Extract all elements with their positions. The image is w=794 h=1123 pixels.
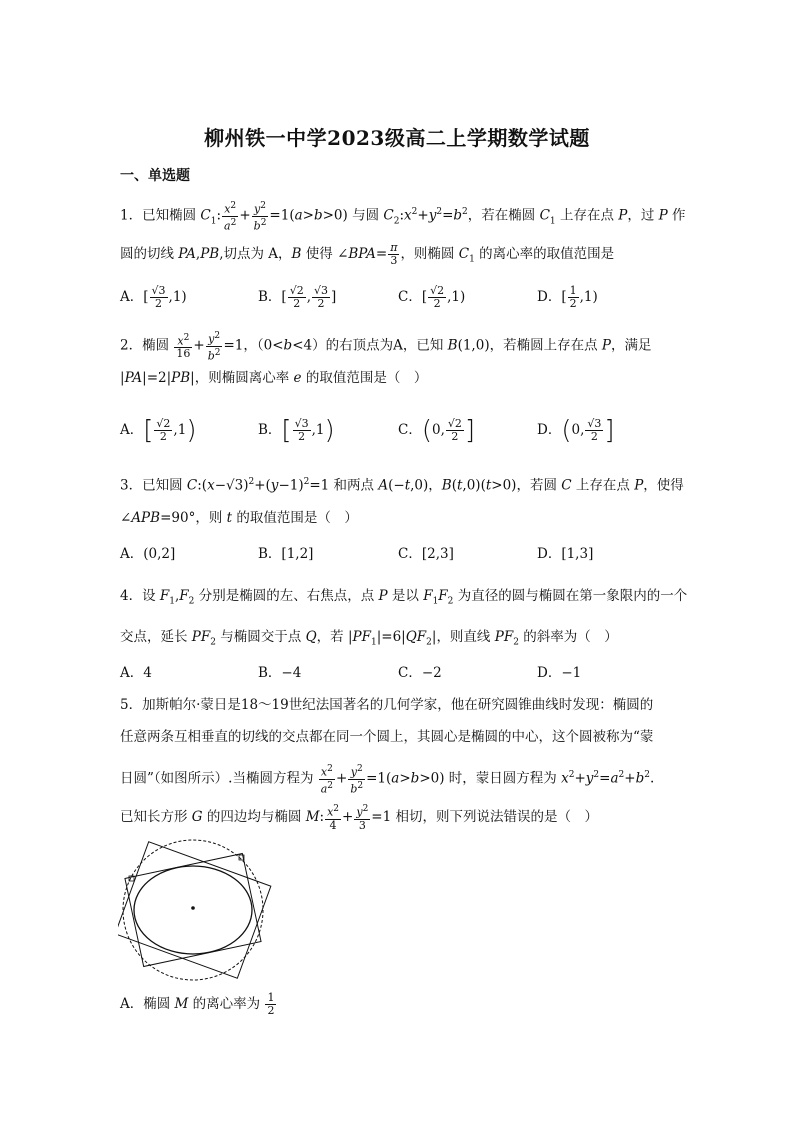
q4-option-d[interactable]: D．−1 xyxy=(537,665,582,681)
section-heading: 一、单选题 xyxy=(120,168,190,184)
q3-line2: ∠APB=90°，则 t 的取值范围是（ ） xyxy=(120,510,358,526)
q1-line1: 1．已知椭圆 $C_1$: $\frac{x^2}{a^2}$ + $\frac{y^2}{b^2}$ =1(a>b>0) 与圆 $C_2:x^2+y^2=b^2$，若在椭圆 $C_1$ 上存在点 P，过 P 作 xyxy=(120,201,686,233)
q5-line3: 日圆”（如图所示）.当椭圆方程为 $\frac{x^2}{a^2}$ + $\frac{y^2}{b^2}$ =1(a>b>0) 时，蒙日圆方程为 $x^2+y^2=a^2+b^2$. xyxy=(120,764,655,796)
page-title: 柳州铁一中学2023级高二上学期数学试题 xyxy=(204,126,590,150)
q2-line1: 2．椭圆 $\frac{x^2}{16}$ + $\frac{y^2}{b^2}$ =1，（0<b<4）的右顶点为A，已知 B(1,0)，若椭圆上存在点 P，满足 xyxy=(120,331,652,363)
ellipse-m xyxy=(134,866,252,954)
q5-option-a[interactable]: A．椭圆 M 的离心率为 $\frac{1}{2}$ xyxy=(120,991,275,1017)
q4-line2: 交点，延长 $PF_2$ 与椭圆交于点 Q，若 $|PF_1|=6|QF_2|$，则直线 $PF_2$ 的斜率为（ ） xyxy=(120,629,618,648)
q2-line2: |PA|=2|PB|，则椭圆离心率 e 的取值范围是（ ） xyxy=(120,370,428,386)
q3-option-b[interactable]: B．[1,2] xyxy=(258,546,314,562)
q3-option-c[interactable]: C．[2,3] xyxy=(398,546,454,562)
q3-option-a[interactable]: A．(0,2] xyxy=(120,546,176,562)
q5-line2: 任意两条互相垂直的切线的交点都在同一个圆上，其圆心是椭圆的中心，这个圆被称为“蒙 xyxy=(120,729,654,745)
q3-option-d[interactable]: D．[1,3] xyxy=(537,546,594,562)
q5-line4: 已知长方形 G 的四边均与椭圆 M: $\frac{x^2}{4}$ + $\frac{y^2}{3}$ =1 相切，则下列说法错误的是（ ） xyxy=(120,804,598,832)
monge-circle-figure xyxy=(118,838,278,988)
q2-option-d[interactable]: D．(0, $\frac{√3}{2}$ ] xyxy=(537,415,615,446)
q1-option-d[interactable]: D．[ $\frac{1}{2}$ ,1) xyxy=(537,284,598,310)
q5-line1: 5．加斯帕尔·蒙日是18～19世纪法国著名的几何学家，他在研究圆锥曲线时发现：椭圆的 xyxy=(120,697,654,713)
q1-option-c[interactable]: C．[ $\frac{√2}{2}$ ,1) xyxy=(398,284,466,310)
monge-circle xyxy=(123,840,263,980)
q2-option-c[interactable]: C．(0, $\frac{√2}{2}$ ] xyxy=(398,415,476,446)
rectangle-g xyxy=(118,842,271,979)
q1-line2: 圆的切线 PA,PB,切点为 A，B 使得 ∠BPA= $\frac{\pi}{3}$ ，则椭圆 $C_1$ 的离心率的取值范围是 xyxy=(120,241,615,267)
q3-line1: 3．已知圆 $C:(x-√3)^2+(y-1)^2=1$ 和两点 A(−t,0)，B(t,0)(t>0)，若圆 C 上存在点 P，使得 xyxy=(120,477,684,494)
q4-option-b[interactable]: B．−4 xyxy=(258,665,302,681)
center-point xyxy=(191,906,195,910)
q4-option-c[interactable]: C．−2 xyxy=(398,665,442,681)
tangent-rectangle xyxy=(125,854,261,967)
q4-option-a[interactable]: A．4 xyxy=(120,665,152,681)
q1-option-a[interactable]: A．[ $\frac{√3}{2}$ ,1) xyxy=(120,284,187,310)
q4-line1: 4．设 $F_1,F_2$ 分别是椭圆的左、右焦点，点 P 是以 $F_1F_2$ 为直径的圆与椭圆在第一象限内的一个 xyxy=(120,588,688,607)
q2-option-b[interactable]: B．[ $\frac{√3}{2}$ ,1) xyxy=(258,415,335,446)
q1-option-b[interactable]: B．[ $\frac{√2}{2}$ , $\frac{√3}{2}$ ] xyxy=(258,284,337,310)
q2-option-a[interactable]: A．[ $\frac{√2}{2}$ ,1) xyxy=(120,415,197,446)
